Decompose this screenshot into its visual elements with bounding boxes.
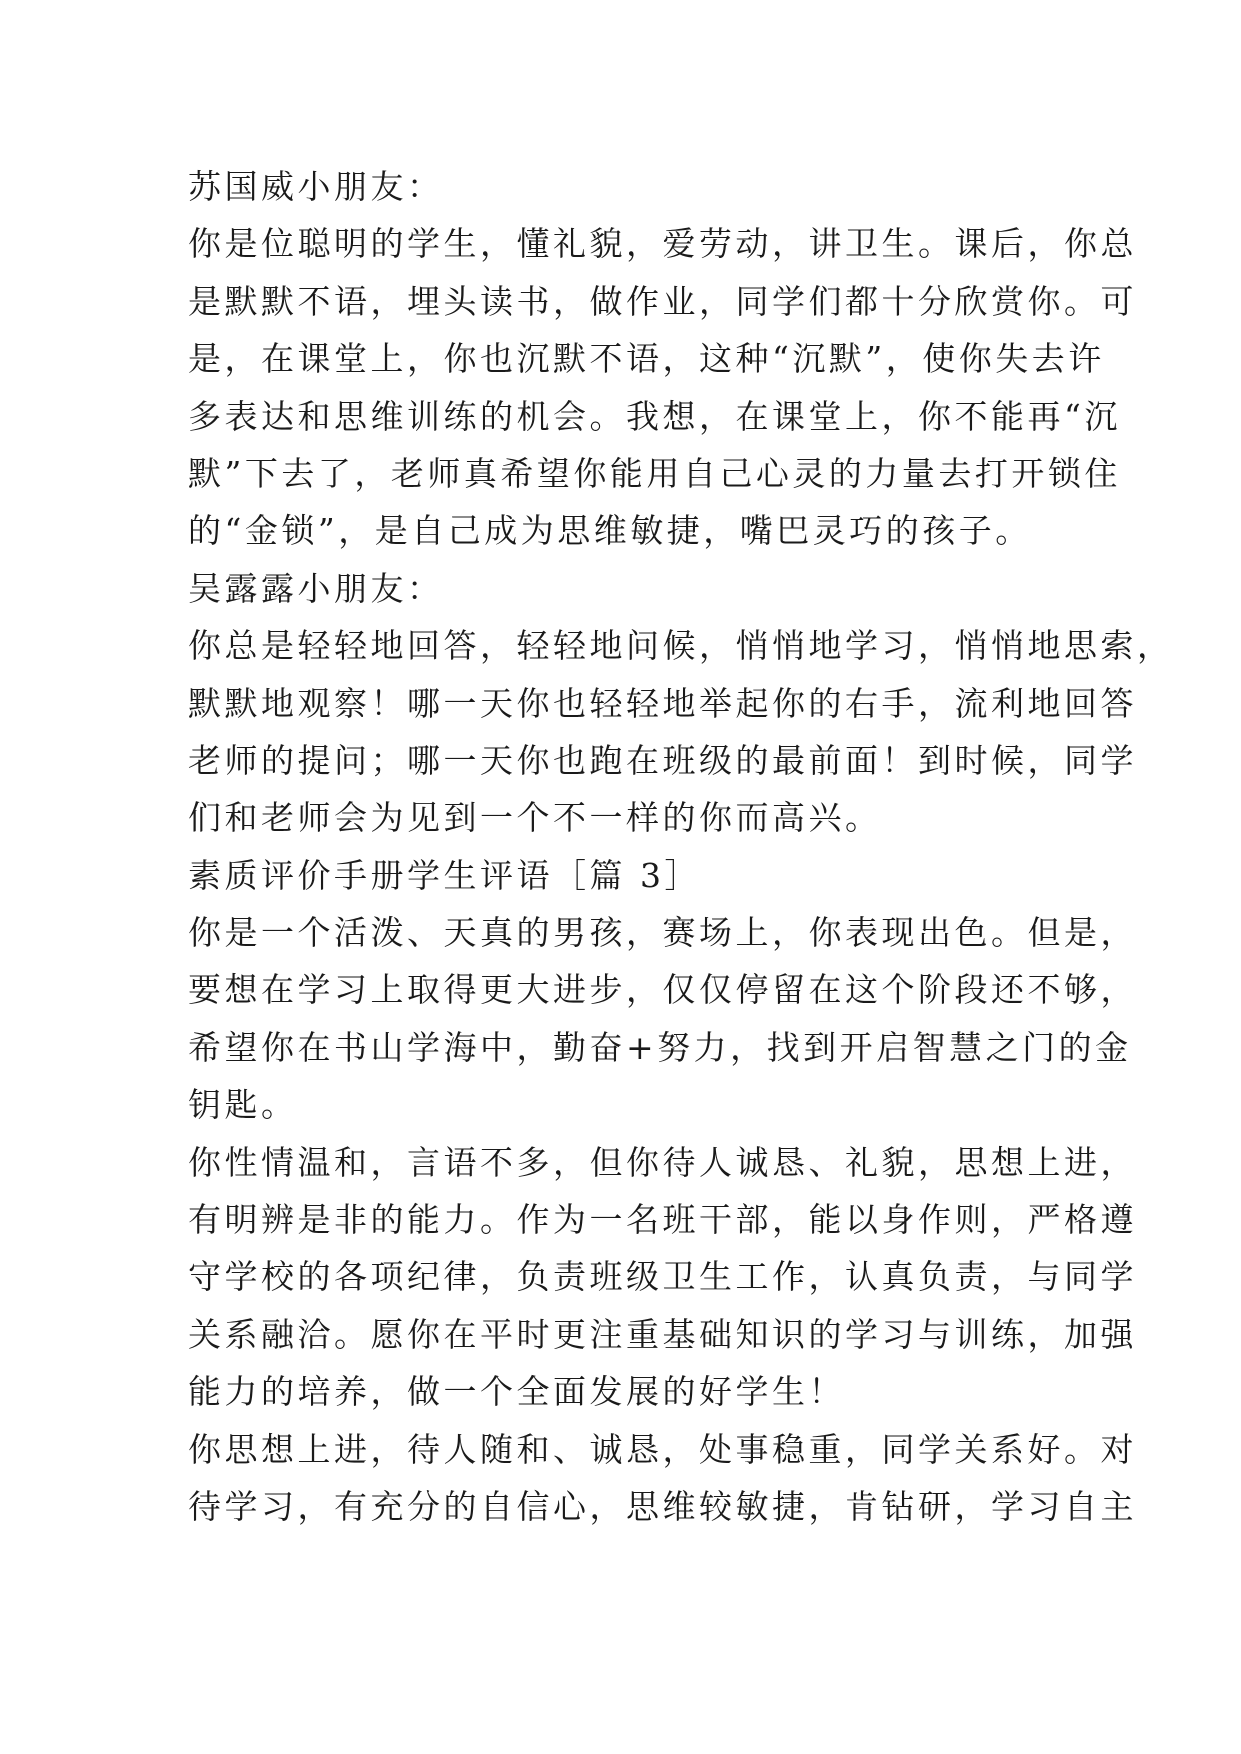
paragraph-line: 默默地观察！哪一天你也轻轻地举起你的右手，流利地回答 <box>188 683 1137 723</box>
paragraph-line: 是默默不语，埋头读书，做作业，同学们都十分欣赏你。可 <box>188 281 1137 321</box>
paragraph-line: 能力的培养，做一个全面发展的好学生！ <box>188 1372 845 1412</box>
paragraph-line: 们和老师会为见到一个不一样的你而高兴。 <box>188 798 882 838</box>
paragraph-line: 默”下去了，老师真希望你能用自己心灵的力量去打开锁住 <box>188 453 1121 493</box>
paragraph-line: 待学习，有充分的自信心，思维较敏捷，肯钻研，学习自主 <box>188 1486 1137 1526</box>
paragraph-line: 老师的提问；哪一天你也跑在班级的最前面！到时候，同学 <box>188 740 1137 780</box>
salutation-su-guowei: 苏国威小朋友： <box>188 167 444 206</box>
document-body <box>188 158 1174 1535</box>
paragraph-line: 你性情温和，言语不多，但你待人诚恳、礼貌，思想上进， <box>188 1142 1137 1182</box>
paragraph-line: 希望你在书山学海中，勤奋+努力，找到开启智慧之门的金 <box>188 1027 1132 1067</box>
paragraph-line: 关系融洽。愿你在平时更注重基础知识的学习与训练，加强 <box>188 1314 1137 1354</box>
paragraph-line: 你是位聪明的学生，懂礼貌，爱劳动，讲卫生。课后，你总 <box>188 224 1137 264</box>
paragraph-line: 你是一个活泼、天真的男孩，赛场上，你表现出色。但是， <box>188 913 1137 953</box>
paragraph-line: 守学校的各项纪律，负责班级卫生工作，认真负责，与同学 <box>188 1257 1137 1297</box>
paragraph-line: 钥匙。 <box>188 1085 298 1125</box>
paragraph-line: 多表达和思维训练的机会。我想，在课堂上，你不能再“沉 <box>188 396 1121 436</box>
paragraph-line: 的“金锁”，是自己成为思维敏捷，嘴巴灵巧的孩子。 <box>188 511 1032 551</box>
paragraph-line: 你思想上进，待人随和、诚恳，处事稳重，同学关系好。对 <box>188 1429 1137 1469</box>
paragraph-line: 有明辨是非的能力。作为一名班干部，能以身作则，严格遵 <box>188 1200 1137 1240</box>
paragraph-line: 是，在课堂上，你也沉默不语，这种“沉默”，使你失去许 <box>188 339 1105 379</box>
section-heading: 素质评价手册学生评语［篇 3］ <box>188 855 701 895</box>
paragraph-line: 要想在学习上取得更大进步，仅仅停留在这个阶段还不够， <box>188 970 1137 1010</box>
salutation-wu-lulu: 吴露露小朋友： <box>188 568 444 608</box>
paragraph-line: 你总是轻轻地回答，轻轻地问候，悄悄地学习，悄悄地思索， <box>188 626 1174 666</box>
